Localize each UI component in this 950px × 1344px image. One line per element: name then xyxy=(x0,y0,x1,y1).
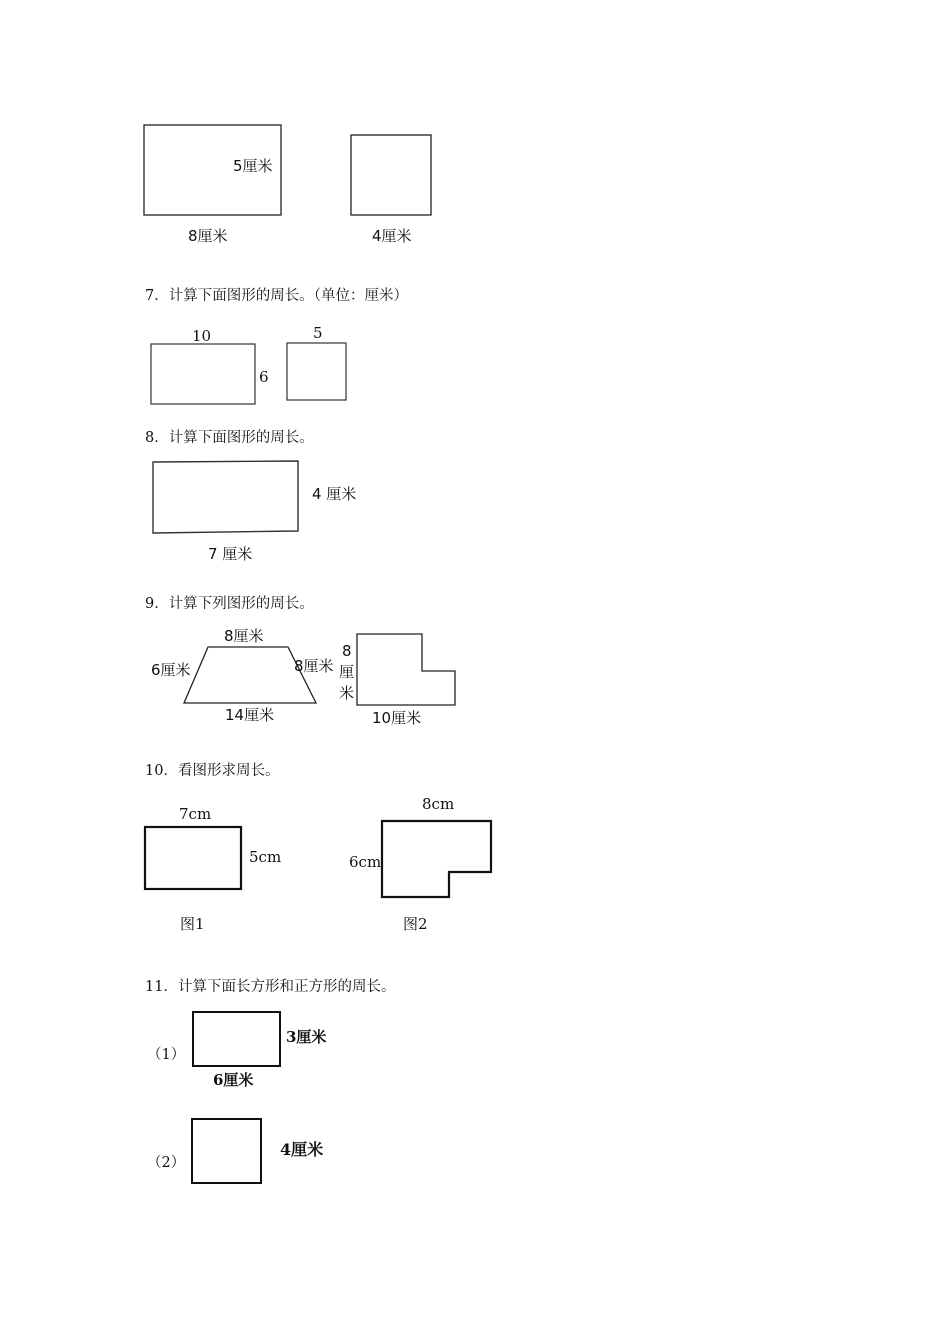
q7-rect-width-label: 10 xyxy=(192,327,212,345)
q8-title: 8．计算下面图形的周长。 xyxy=(145,430,314,446)
top-rect-width-label: 8厘米 xyxy=(188,227,228,245)
top-rectangle-figure xyxy=(144,125,281,245)
q10-fig1-width-label: 7cm xyxy=(179,805,212,823)
q9-trap-right-label: 8厘米 xyxy=(294,657,334,675)
q9-trapezoid-figure xyxy=(151,627,334,724)
q7-square-figure xyxy=(287,324,346,400)
q8-rect-height-label: 4 厘米 xyxy=(312,485,357,503)
q10-fig2 xyxy=(349,795,491,933)
q9-title: 9．计算下列图形的周长。 xyxy=(145,596,314,612)
q7-rect-height-label: 6 xyxy=(259,368,269,386)
q10-title: 10．看图形求周长。 xyxy=(145,763,280,779)
q8-rectangle-figure xyxy=(153,461,356,563)
q10-fig2-width-label: 8cm xyxy=(422,795,455,813)
q7-title: 7．计算下面图形的周长。（单位：厘米） xyxy=(145,288,408,304)
q7-rectangle-figure xyxy=(151,327,269,404)
q9-trapezoid xyxy=(184,647,316,703)
q10-fig2-caption: 图2 xyxy=(403,915,428,933)
q11-part1-figure xyxy=(147,1012,326,1089)
q11-part2-square xyxy=(192,1119,261,1183)
q11-part2-side-label: 4厘米 xyxy=(280,1140,324,1159)
top-square-figure xyxy=(351,135,431,245)
q9-lshape-bottom-label: 10厘米 xyxy=(372,709,422,727)
q11-part2-label: （2） xyxy=(147,1155,186,1171)
q10-fig1-height-label: 5cm xyxy=(249,848,282,866)
q11-part2-figure xyxy=(147,1119,323,1183)
q11-part1-width-label: 6厘米 xyxy=(213,1071,254,1089)
q10-fig2-height-label: 6cm xyxy=(349,853,382,871)
q10-fig1 xyxy=(145,805,281,933)
q10-fig1-caption: 图1 xyxy=(180,915,205,933)
q9-lshape-figure xyxy=(339,634,455,727)
q9-lshape-side-unit2: 米 xyxy=(339,684,355,702)
q10-fig2-lshape xyxy=(382,821,491,897)
q10-fig1-rectangle xyxy=(145,827,241,889)
q9-lshape xyxy=(357,634,455,705)
q7-rectangle xyxy=(151,344,255,404)
q11-part1-rectangle xyxy=(193,1012,280,1066)
top-square xyxy=(351,135,431,215)
top-square-side-label: 4厘米 xyxy=(372,227,412,245)
q11-part1-height-label: 3厘米 xyxy=(286,1028,327,1046)
q8-rectangle xyxy=(153,461,298,533)
q7-square-side-label: 5 xyxy=(313,324,323,342)
q8-rect-width-label: 7 厘米 xyxy=(208,545,253,563)
q11-title: 11．计算下面长方形和正方形的周长。 xyxy=(145,979,396,995)
q9-trap-left-label: 6厘米 xyxy=(151,661,191,679)
top-rect-height-label: 5厘米 xyxy=(233,157,273,175)
q11-part1-label: （1） xyxy=(147,1047,186,1063)
q7-square xyxy=(287,343,346,400)
q9-lshape-side-unit1: 厘 xyxy=(339,663,355,681)
q9-trap-bottom-label: 14厘米 xyxy=(225,706,275,724)
q9-lshape-side-num: 8 xyxy=(342,642,352,660)
q9-trap-top-label: 8厘米 xyxy=(224,627,264,645)
